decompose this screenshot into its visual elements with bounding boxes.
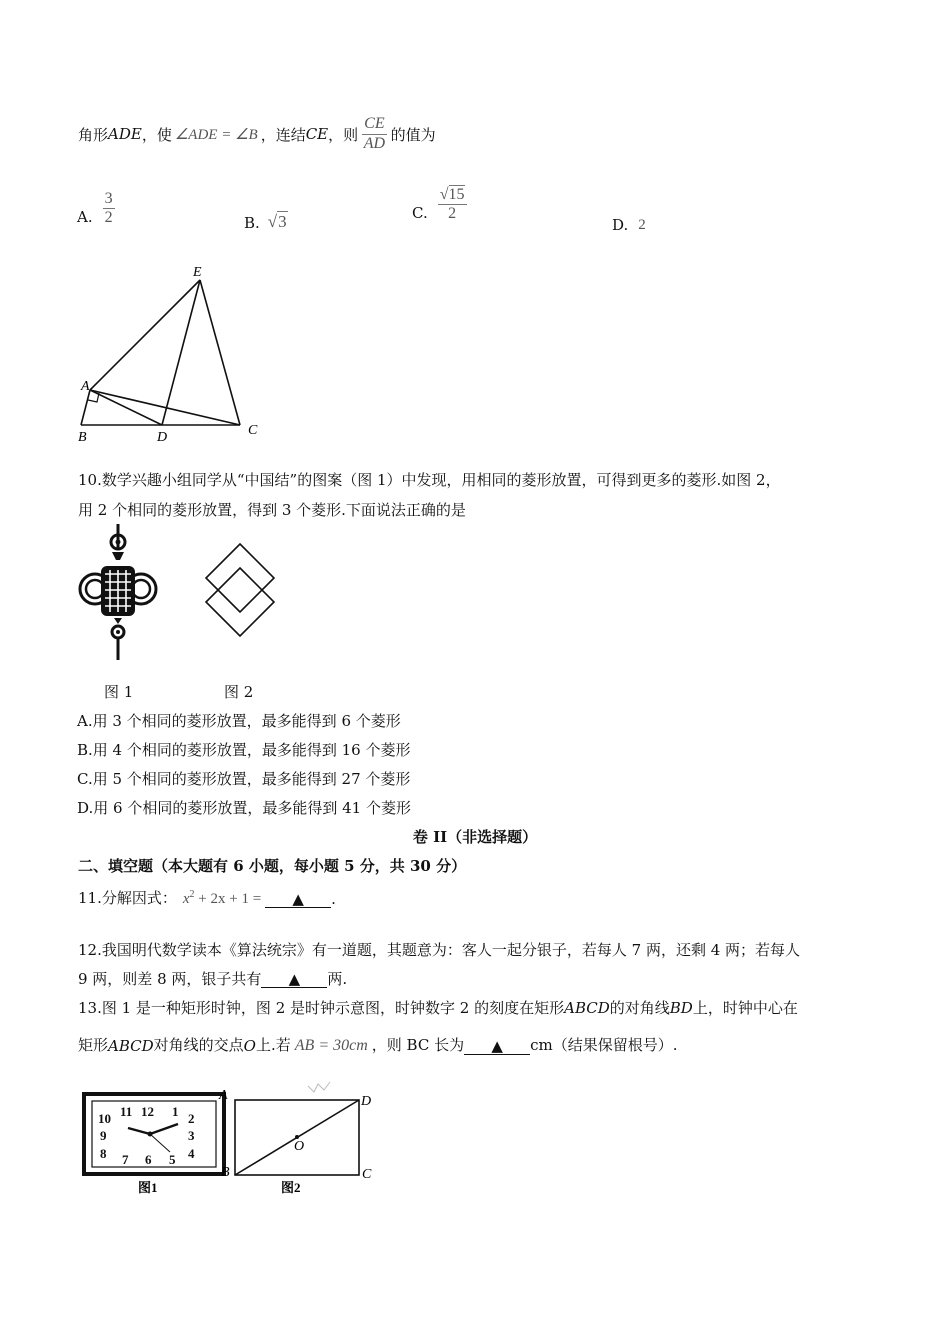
q10-line1: 10.数学兴趣小组同学从“中国结”的图案（图 1）中发现，用相同的菱形放置，可得到更多的菱形.如图 2， — [78, 471, 781, 489]
q12-line2-post: 两. — [327, 970, 348, 988]
q10-option-b: B.用 4 个相同的菱形放置，最多能得到 16 个菱形 — [77, 741, 411, 759]
rhombus-upper — [206, 544, 274, 612]
q9-angle-expr: ∠ADE = ∠B — [174, 126, 258, 143]
q13-line2 — [78, 1034, 678, 1055]
q11-expr-x: x — [182, 891, 190, 907]
edge-ea — [90, 280, 200, 390]
clock-num-7: 7 — [122, 1152, 129, 1167]
rhombus-lower — [206, 568, 274, 636]
q11-expr — [183, 889, 261, 908]
q9-option-a — [77, 190, 115, 228]
fig2-caption: 图2 — [281, 1180, 301, 1195]
q13-o: O — [243, 1037, 256, 1055]
q9-ade: ADE — [108, 125, 142, 143]
q10-fig2-caption: 图 2 — [224, 683, 254, 701]
q9-option-c-radicand: 15 — [448, 186, 465, 203]
q9-frac-den: AD — [363, 134, 386, 152]
q11-prefix: 11.分解因式： — [78, 889, 177, 907]
q9-option-a-den: 2 — [104, 209, 113, 227]
edge-ac — [90, 390, 240, 425]
q12-line2-pre: 9 两，则差 8 两，银子共有 — [78, 970, 262, 988]
q13-line1-post: 上，时钟中心在 — [692, 999, 798, 1017]
q10-line2: 用 2 个相同的菱形放置，得到 3 个菱形.下面说法正确的是 — [78, 501, 466, 519]
fig1-label-a: A — [219, 1088, 228, 1103]
q9-triangle-figure — [72, 258, 272, 448]
q9-option-b — [244, 212, 288, 232]
q11-suffix: . — [331, 890, 336, 908]
scribble-mark — [308, 1082, 330, 1092]
q9-option-c-den: 2 — [448, 205, 457, 223]
q13-line1-pre: 13.图 1 是一种矩形时钟，图 2 是时钟示意图，时钟数字 2 的刻度在矩形 — [78, 999, 565, 1017]
q9-t3: ，则 — [328, 125, 359, 144]
q9-option-a-frac — [103, 190, 115, 228]
q13-line2-mid2: 上.若 — [255, 1036, 291, 1054]
clock-num-12: 12 — [141, 1104, 154, 1119]
q9-frac-num: CE — [362, 115, 386, 134]
clock-num-10: 10 — [98, 1111, 111, 1126]
fig1-label-b: B — [221, 1165, 230, 1180]
edge-ed — [162, 280, 200, 425]
fig2-label-d: D — [361, 1094, 372, 1109]
clock-num-8: 8 — [100, 1146, 107, 1161]
q9-t2: ，连结 — [260, 125, 306, 144]
q9-option-d-value: 2 — [638, 217, 646, 233]
q9-prefix: 角形 — [78, 125, 109, 144]
q13-clock-figure — [80, 1078, 380, 1198]
clock-num-11: 11 — [120, 1104, 133, 1119]
clock-num-3: 3 — [188, 1128, 195, 1143]
q9-option-b-radicand: 3 — [278, 212, 287, 231]
q9-option-d — [612, 216, 646, 234]
clock-num-9: 9 — [100, 1128, 107, 1143]
label-d: D — [157, 430, 168, 445]
q10-option-d: D.用 6 个相同的菱形放置，最多能得到 41 个菱形 — [77, 799, 411, 817]
q9-ce: CE — [305, 125, 329, 143]
q9-tail-line — [78, 104, 436, 164]
q13-line2-mid: 对角线的交点 — [153, 1036, 244, 1054]
q9-option-b-sqrt: √3 — [267, 212, 287, 231]
label-c: C — [248, 423, 258, 438]
q9-t1: ，使 — [141, 125, 172, 144]
clock-num-1: 1 — [172, 1104, 179, 1119]
clock-center — [148, 1132, 153, 1137]
two-rhombi-figure — [200, 540, 280, 640]
q13-expr: AB = 30cm — [294, 1037, 368, 1054]
q13-abcd: ABCD — [564, 999, 610, 1017]
q13-line2-post: cm（结果保留根号）. — [530, 1036, 678, 1054]
q10-option-c: C.用 5 个相同的菱形放置，最多能得到 27 个菱形 — [77, 770, 411, 788]
q10-fig1-caption: 图 1 — [104, 683, 134, 701]
q9-t4: 的值为 — [390, 125, 436, 144]
q10-option-a: A.用 3 个相同的菱形放置，最多能得到 6 个菱形 — [77, 712, 401, 730]
q12-line1: 12.我国明代数学读本《算法统宗》有一道题，其题意为：客人一起分银子，若每人 7 两，还剩 4 两；若每人 — [78, 941, 801, 959]
q12-answer-blank[interactable]: ▲ — [261, 972, 327, 988]
clock-num-5: 5 — [169, 1152, 176, 1167]
q9-option-b-label: B. — [244, 214, 260, 232]
q13-abcd2: ABCD — [108, 1037, 154, 1055]
q13-bd: BD — [669, 999, 693, 1017]
q9-option-a-label: A. — [77, 207, 93, 226]
q9-option-a-num: 3 — [103, 190, 115, 209]
clock-num-2: 2 — [188, 1111, 195, 1126]
q9-option-c-frac — [438, 186, 467, 224]
section2-title: 卷 II（非选择题） — [412, 828, 538, 846]
q13-line1 — [78, 997, 798, 1018]
fig1-caption: 图1 — [138, 1180, 158, 1195]
q9-option-c-num: √15 — [438, 186, 467, 205]
q9-option-c-label: C. — [412, 203, 428, 222]
fig2-label-c: C — [362, 1167, 372, 1182]
label-a: A — [81, 379, 90, 394]
q9-option-c — [412, 186, 467, 224]
q11-line — [78, 887, 336, 908]
edge-ec — [200, 280, 240, 425]
label-e: E — [193, 265, 202, 280]
q9-option-d-label: D. — [612, 216, 629, 234]
q13-answer-blank[interactable]: ▲ — [464, 1039, 530, 1055]
q11-answer-blank[interactable]: ▲ — [265, 892, 331, 908]
q13-line1-mid: 的对角线 — [609, 999, 670, 1017]
q9-fraction — [362, 115, 386, 153]
q11-expr-rest: + 2x + 1 = — [194, 891, 262, 907]
chinese-knot-figure — [78, 522, 158, 662]
edge-ad — [90, 390, 162, 425]
q13-line2-pre: 矩形 — [78, 1036, 109, 1054]
section2-heading: 二、填空题（本大题有 6 小题，每小题 5 分，共 30 分） — [78, 857, 467, 875]
q11-expr-sup: 2 — [189, 889, 195, 900]
q12-line2 — [78, 968, 347, 989]
clock-num-4: 4 — [188, 1146, 195, 1161]
label-b: B — [78, 430, 87, 445]
q13-line2-mid3: ，则 BC 长为 — [371, 1036, 465, 1054]
edge-ab — [81, 390, 90, 425]
clock-num-6: 6 — [145, 1152, 152, 1167]
fig2-label-o: O — [294, 1139, 305, 1154]
